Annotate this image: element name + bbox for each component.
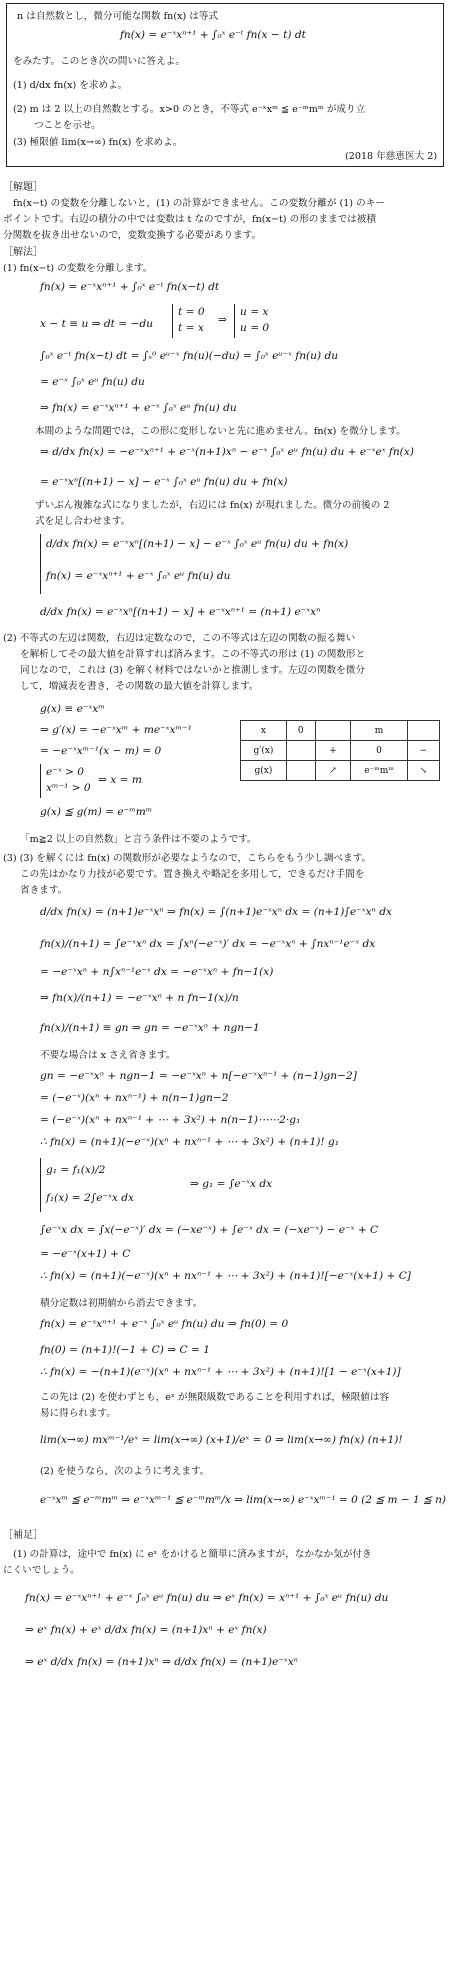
- sol1-cond-2: t = x: [178, 322, 204, 334]
- explain-line-3: 分関数を抜き出せないので，変数変換する必要があります。: [3, 230, 262, 241]
- sol2-text-4: して，増減表を書き，その関数の最大値を計算します。: [20, 681, 259, 692]
- question-1: (1) d/dx fn(x) を求めよ。: [13, 80, 128, 91]
- variation-table: [240, 720, 440, 781]
- sol3-eq-7: = (−e⁻ˣ)(xⁿ + nxⁿ⁻¹) + n(n−1)gn−2: [40, 1092, 229, 1104]
- sol2-eq-1: g(x) ≡ e⁻ˣxᵐ: [40, 703, 105, 715]
- sol3-eq-13: fn(x) = e⁻ˣxⁿ⁺¹ + e⁻ˣ ∫₀ˣ eᵘ fn(u) du ⇒ fn(0) = 0: [40, 1318, 289, 1330]
- sol1-eq-6: ⇒ d/dx fn(x) = −e⁻ˣxⁿ⁺¹ + e⁻ˣ(n+1)xⁿ − e⁻ˣ ∫₀ˣ eᵘ fn(u) du + e⁻ˣeˣ fn(x): [40, 446, 414, 458]
- sol1-text-1: 本間のような問題では，この形に変形しないと先に進めません。fn(x) を微分します。: [35, 426, 406, 437]
- sol3-text-5: 積分定数は初期値から消去できます。: [40, 1298, 203, 1309]
- supp-text-2: にくいでしょう。: [3, 1565, 80, 1576]
- sol1-eq-1: fn(x) = e⁻ˣxⁿ⁺¹ + ∫₀ˣ e⁻ᵗ fn(x−t) dt: [40, 281, 220, 293]
- sol1-cond-3: u = x: [240, 306, 269, 318]
- sol2-cond-2: xᵐ⁻¹ > 0: [46, 782, 91, 794]
- supp-heading: ［補足］: [3, 1530, 43, 1541]
- table-cell: ↘: [407, 761, 439, 781]
- sol1-eq-5: ⇒ fn(x) = e⁻ˣxⁿ⁺¹ + e⁻ˣ ∫₀ˣ eᵘ fn(u) du: [40, 402, 237, 414]
- supp-eq-2: ⇒ eˣ fn(x) + eˣ d/dx fn(x) = (n+1)xⁿ + eˣ fn(x): [25, 1624, 267, 1636]
- explain-line-1: fn(x−t) の変数を分離しないと，(1) の計算ができません。この変数分離が (1) のキー: [13, 198, 385, 209]
- sol2-cond-result: ⇒ x = m: [98, 774, 142, 786]
- table-cell: g′(x): [241, 741, 287, 761]
- sol1-eq-4: = e⁻ˣ ∫₀ˣ eᵘ fn(u) du: [40, 376, 145, 388]
- sol1-intro: (1) fn(x−t) の変数を分離します。: [3, 263, 153, 274]
- sol3-text-7: 易に得られます。: [40, 1408, 116, 1419]
- sol1-eq-3: ∫₀ˣ e⁻ᵗ fn(x−t) dt = ∫ₓ⁰ eᵘ⁻ˣ fn(u)(−du) = ∫₀ˣ eᵘ⁻ˣ fn(u) du: [40, 350, 339, 362]
- sol3-eq-10: ∫e⁻ˣx dx = ∫x(−e⁻ˣ)′ dx = (−xe⁻ˣ) + ∫e⁻ˣ dx = (−xe⁻ˣ) − e⁻ˣ + C: [40, 1224, 379, 1236]
- sol3-eq-3: = −e⁻ˣxⁿ + n∫xⁿ⁻¹e⁻ˣ dx = −e⁻ˣxⁿ + fn−1(x): [40, 966, 274, 978]
- supp-eq-1: fn(x) = e⁻ˣxⁿ⁺¹ + e⁻ˣ ∫₀ˣ eᵘ fn(u) du ⇒ eˣ fn(x) = xⁿ⁺¹ + ∫₀ˣ eᵘ fn(u) du: [25, 1592, 389, 1604]
- explain-line-2: ポイントです。右辺の積分の中では変数は t なのですが，fn(x−t) の形のままでは被積: [3, 214, 376, 225]
- sol3-text-8: (2) を使うなら，次のように考えます。: [40, 1466, 210, 1477]
- sol1-cond-4: u = 0: [240, 322, 270, 334]
- sol1-text-3: 式を足し合わせます。: [35, 516, 131, 527]
- sol3-text-1: (3) (3) を解くには fn(x) の関数形が必要なようなので，こちらをもう少し調べます。: [3, 853, 372, 864]
- sol1-sys-1: d/dx fn(x) = e⁻ˣxⁿ[(n+1) − x] − e⁻ˣ ∫₀ˣ eᵘ fn(u) du + fn(x): [46, 538, 349, 550]
- sol3-eq-12: ∴ fn(x) = (n+1)(−e⁻ˣ)(xⁿ + nxⁿ⁻¹ + ⋯ + 3x²) + (n+1)![−e⁻ˣ(x+1) + C]: [40, 1270, 411, 1282]
- sol3-eq-6: gn = −e⁻ˣxⁿ + ngn−1 = −e⁻ˣxⁿ + n[−e⁻ˣxⁿ⁻¹ + (n−1)gn−2]: [40, 1070, 357, 1082]
- table-cell: [286, 761, 315, 781]
- supp-text-1: (1) の計算は，途中で fn(x) に eˣ をかけると簡単に済みますが，なかなか気が付き: [13, 1549, 372, 1560]
- g1-brace: [40, 1158, 41, 1212]
- supp-eq-3: ⇒ eˣ d/dx fn(x) = (n+1)xⁿ ⇒ d/dx fn(x) = (n+1)e⁻ˣxⁿ: [25, 1656, 298, 1668]
- problem-equation: fn(x) = e⁻ˣxⁿ⁺¹ + ∫₀ˣ e⁻ᵗ fn(x − t) dt: [120, 29, 306, 41]
- sol1-cond-1: t = 0: [178, 306, 205, 318]
- sol3-g1-def: g₁ = f₁(x)/2: [46, 1164, 106, 1176]
- table-row: [241, 721, 440, 741]
- sol3-eq-4: ⇒ fn(x)/(n+1) = −e⁻ˣxⁿ + n fn−1(x)/n: [40, 992, 239, 1004]
- table-row: [241, 741, 440, 761]
- implies-arrow: ⇒: [218, 314, 227, 326]
- explain-heading: ［解題］: [3, 182, 43, 193]
- sol1-eq-7: = e⁻ˣxⁿ[(n+1) − x] − e⁻ˣ ∫₀ˣ eᵘ fn(u) du + fn(x): [40, 476, 288, 488]
- sol2-eq-2: ⇒ g′(x) = −e⁻ˣxᵐ + me⁻ˣxᵐ⁻¹: [40, 724, 192, 736]
- sol3-eq-9: ∴ fn(x) = (n+1)(−e⁻ˣ)(xⁿ + nxⁿ⁻¹ + ⋯ + 3x²) + (n+1)! g₁: [40, 1136, 339, 1148]
- sol3-f1-def: f₁(x) = 2∫e⁻ˣx dx: [46, 1192, 134, 1204]
- sol3-g1-result: ⇒ g₁ = ∫e⁻ˣx dx: [190, 1178, 273, 1190]
- source-citation: (2018 年慈恵医大 2): [345, 151, 438, 162]
- sol3-limit: lim(x→∞) mxᵐ⁻¹/eˣ = lim(x→∞) (x+1)/eˣ = 0 ⇒ lim(x→∞) fn(x) (n+1)!: [40, 1434, 403, 1446]
- sol3-eq-1: d/dx fn(x) = (n+1)e⁻ˣxⁿ ⇒ fn(x) = ∫(n+1)e⁻ˣxⁿ dx = (n+1)∫e⁻ˣxⁿ dx: [40, 906, 392, 918]
- table-cell: 0: [286, 721, 315, 741]
- table-cell: ↗: [315, 761, 351, 781]
- sol1-text-2: ずいぶん複雑な式になりましたが，右辺には fn(x) が現れました。微分の前後の 2: [35, 500, 390, 511]
- sol2-cond-1: e⁻ˣ > 0: [46, 766, 84, 778]
- table-cell: [407, 721, 439, 741]
- sol1-result: d/dx fn(x) = e⁻ˣxⁿ[(n+1) − x] + e⁻ˣxⁿ⁺¹ = (n+1) e⁻ˣxⁿ: [40, 606, 321, 618]
- problem-intro-2: をみたす。このとき次の問いに答えよ。: [13, 56, 185, 67]
- table-cell: x: [241, 721, 287, 741]
- sol2-text-2: を解析してその最大値を計算すれば済みます。この不等式の形は (1) の関数形と: [20, 649, 366, 660]
- table-cell: g(x): [241, 761, 287, 781]
- sol3-text-2: この先はかなり力技が必要です。置き換えや略記を多用して，できるだけ手間を: [20, 869, 365, 880]
- sol2-eq-3: = −e⁻ˣxᵐ⁻¹(x − m) = 0: [40, 745, 162, 757]
- sol2-note: 「m≧2 以上の自然数」と言う条件は不要のようです。: [20, 834, 257, 845]
- sol3-eq-8: = (−e⁻ˣ)(xⁿ + nxⁿ⁻¹ + ⋯ + 3x²) + n(n−1)⋯⋯2·g₁: [40, 1114, 301, 1126]
- system-brace: [40, 534, 41, 594]
- sol3-eq-5: fn(x)/(n+1) ≡ gn ⇒ gn = −e⁻ˣxⁿ + ngn−1: [40, 1022, 260, 1034]
- table-cell: e⁻ᵐmᵐ: [351, 761, 407, 781]
- sol3-eq-11: = −e⁻ˣ(x+1) + C: [40, 1248, 131, 1260]
- sol3-text-4: 不要な場合は x さえ省きます。: [40, 1050, 176, 1061]
- question-2b: つことを示せ。: [34, 120, 101, 131]
- sol2-brace: [40, 764, 41, 798]
- sol2-text-1: (2) 不等式の左辺は関数，右辺は定数なので，この不等式は左辺の関数の振る舞い: [3, 633, 356, 644]
- substitution-brace-right: [234, 304, 235, 338]
- sol2-text-3: 同じなので，これは (3) を解く材料ではないかと推測します。左辺の関数を微分: [20, 665, 365, 676]
- table-cell: −: [407, 741, 439, 761]
- substitution-brace-left: [172, 304, 173, 338]
- problem-intro: n は自然数とし，微分可能な関数 fn(x) は等式: [17, 11, 219, 22]
- sol3-eq-15: ∴ fn(x) = −(n+1)(e⁻ˣ)(xⁿ + nxⁿ⁻¹ + ⋯ + 3x²) + (n+1)![1 − e⁻ˣ(x+1)]: [40, 1366, 401, 1378]
- sol3-eq-14: fn(0) = (n+1)!(−1 + C) ⇒ C = 1: [40, 1344, 210, 1356]
- sol3-eq-2: fn(x)/(n+1) = ∫e⁻ˣxⁿ dx = ∫xⁿ(−e⁻ˣ)′ dx = −e⁻ˣxⁿ + ∫nxⁿ⁻¹e⁻ˣ dx: [40, 938, 376, 950]
- table-cell: m: [351, 721, 407, 741]
- table-row: [241, 761, 440, 781]
- sol3-eq-16: e⁻ˣxᵐ ≦ e⁻ᵐmᵐ ⇒ e⁻ˣxᵐ⁻¹ ≦ e⁻ᵐmᵐ/x ⇒ lim(x→∞) e⁻ˣxᵐ⁻¹ = 0 (2 ≦ m − 1 ≦ n): [40, 1494, 447, 1506]
- sol3-text-6: この先は (2) を使わずとも，eˣ が無限級数であることを利用すれば，極限値は容: [40, 1392, 390, 1403]
- method-heading: ［解法］: [3, 247, 43, 258]
- question-3: (3) 極限値 lim(x→∞) fn(x) を求めよ。: [13, 137, 183, 148]
- table-cell: +: [315, 741, 351, 761]
- sol3-text-3: 省きます。: [20, 885, 68, 896]
- table-cell: [315, 721, 351, 741]
- table-cell: 0: [351, 741, 407, 761]
- sol1-sys-2: fn(x) = e⁻ˣxⁿ⁺¹ + e⁻ˣ ∫₀ˣ eᵘ fn(u) du: [46, 570, 231, 582]
- sol1-eq-2: x − t ≡ u ⇒ dt = −du: [40, 318, 154, 330]
- table-cell: [286, 741, 315, 761]
- question-2a: (2) m は 2 以上の自然数とする。x>0 のとき，不等式 e⁻ˣxᵐ ≦ e⁻ᵐmᵐ が成り立: [13, 104, 366, 115]
- sol2-eq-4: g(x) ≦ g(m) = e⁻ᵐmᵐ: [40, 806, 153, 818]
